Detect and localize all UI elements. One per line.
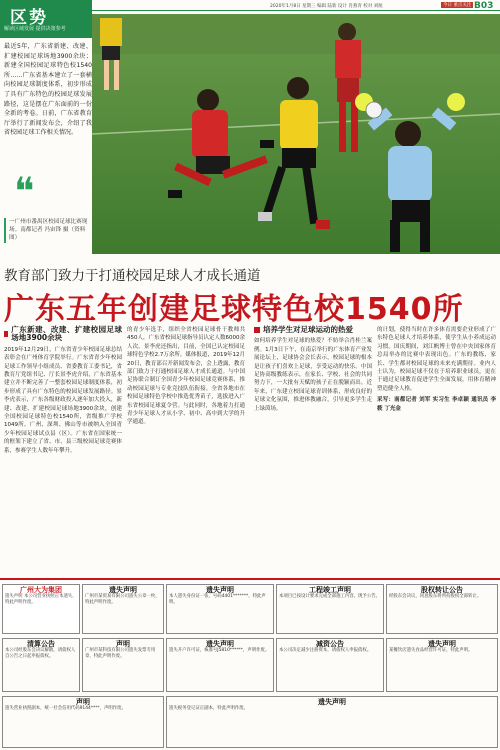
- ad-block: [166, 584, 274, 634]
- ad-text: 遗失营业执照副本，统一社会信用代码9144****，声明作废。: [5, 706, 126, 711]
- ad-block: [166, 696, 498, 748]
- column-3-text: 如何培养学生对足球的热爱？不妨举合肖桂兰案例。1月3日下午，在南京举行的广东体育产业发展论坛上，足球协会会长表示，校园足球的根本是让孩子们喜欢上足球，享受运动的快乐。中国足协高级教练表示，在家长、学校、社会的共同努力下，一大批有天赋的孩子正在脱颖而出。近年来，广东建立校园足球青训体系，形成良好的足球文化氛围，推进体教融合，引导更多学生走上绿茵场。: [254, 338, 372, 412]
- soccer-ball: [366, 102, 382, 118]
- subhead-2: [254, 326, 372, 334]
- ad-text: 遗失开户许可证，核准号J5810******，声明作废。: [169, 648, 270, 653]
- ad-title: 清算公告: [27, 640, 55, 648]
- soccer-photo-image: [92, 14, 500, 254]
- ad-title: 遗失声明: [318, 698, 346, 706]
- column-2-text: 的青少年选手，组织全省校园足球骨干教师共450人，广东省校园足球指导员认定人数6000余人次。景李虎还指出，目前，全国已认定校园足球特色学校2.7万余所。媒体报道，2019年12月20日，教育部召开新闻发布会，会上透露，教育部门致力于打通校园足球人才成长通道。与中国足协联合制订全国青少年校园足球竞赛体系，推动校园足球与专业竞技队伍衔接。全省各地市在校园足球特色学校中推选优秀苗子，选拔进入广东省校园足球夏令营。与此同时，各地着力打通青少年足球人才从小学、初中、高中到大学的升学通道。: [127, 327, 245, 426]
- column-4-text: 的计划，使得当时在许多体育需要企业形成了广东特色足球人才培养体系，使学生从小养成运动习惯。国庆期间，刘江帆博士曾在中央国家体育总局举办的比赛中表现出色。广东的教练、家长、学生都对校园足球的未来充满期待。业内人士认为，校园足球不仅在于培养职业球员，更在于通过足球教育促进学生全面发展，用体育精神塑造健全人格。: [377, 327, 496, 392]
- photo-caption: 一广州市番禺区校园足球比赛现场。南都记者 冯宙锋 摄（资料图）: [4, 218, 92, 243]
- ad-block: [2, 584, 80, 634]
- ad-block: [386, 638, 498, 692]
- ad-text: 广州市某科技有限公司遗失发票专用章，特此声明作废。: [85, 648, 156, 659]
- column-4: [377, 326, 496, 413]
- ad-block: [82, 584, 164, 634]
- ad-block: [276, 638, 384, 692]
- ad-title: 股权转让公告: [421, 586, 463, 594]
- column-1-text: 2019年12月29日，广东省青少年校园足球总结表彰会在广州体育学院举行。广东省青少年校园足球工作领导小组成员、省委教育工委书记，省教育厅党组书记、厅长景李虎介绍，广东省基本建立并不断完善了一整套校园足球制度体系，初步形成了具有广东特色的校园足球发展路径。景李虎表示，广东各级财政投入逐年加大投入，新建、改建、扩建校园足球场地3900余块，创建全国校园足球特色校1540所，省级推广学校1049所。广州、深圳、佛山等市被纳入全国青少年校园足球试点县（区）。广东省在国家统一的框架下建立了省、市、县三级校园足球竞赛体系，参赛学生人数年年攀升。: [4, 346, 122, 454]
- ad-title: 广州大为集团: [20, 586, 62, 594]
- section-subtitle: 解读区域发展 提供决策参考: [4, 26, 66, 32]
- section-title: 区势: [10, 8, 48, 28]
- ad-text: 某餐饮店遗失食品经营许可证，特此声明。: [389, 648, 473, 653]
- ad-title: 减资公告: [316, 640, 344, 648]
- ad-title: 声明: [116, 640, 130, 648]
- subhead-1-text: 广东新建、改建、扩建校园足球场地3900余块: [11, 325, 122, 343]
- column-2: [127, 326, 245, 427]
- lead-paragraph: 最近5年，广东省新建、改建、扩建校园足球场地3900余块；新建全国校园足球特色校1540所……广东省基本建立了一套横向校园足球制度体系，初步形成了具有广东特色的校园足球发展路径，这是摆在广东面前的一份全新的考卷。日前，广东省教育厅举行了新闻发布会，介绍了我省校园足球工作相关情况。: [4, 43, 92, 137]
- column-3: [254, 326, 372, 413]
- subhead-1: [4, 326, 122, 343]
- ad-title: 声明: [76, 698, 90, 706]
- ad-block: [386, 584, 498, 634]
- kicker: 教育部门致力于打通校园足球人才成长通道: [4, 268, 261, 284]
- soccer-photo: [92, 14, 500, 254]
- page-number: B03: [474, 1, 494, 11]
- classified-ads: [0, 578, 500, 750]
- headline: 广东五年创建足球特色校1540所: [4, 292, 464, 327]
- subhead-marker-icon: [254, 327, 260, 333]
- ad-text: 本公司经股东会决议解散，请债权人自公告之日起申报债权。: [5, 648, 76, 659]
- ad-block: [2, 696, 164, 748]
- folio-line: 2020年1月8日 星期三 编辑 陆新 设计 肖燕青 校对 刘航: [270, 4, 383, 9]
- byline: 采写：南都记者 刘军 实习生 李卓颖 通讯员 李筱 丁光金: [377, 397, 496, 412]
- ad-text: 本公司决定减少注册资本，请债权人申报债权。: [279, 648, 372, 653]
- ad-title: 工程竣工声明: [309, 586, 351, 594]
- ad-text: 遗失声明 本公司营业执照正本遗失，特此声明作废。: [5, 594, 77, 605]
- quote-mark-icon: ❝: [14, 169, 35, 213]
- column-1: [4, 326, 122, 455]
- ad-block: [166, 638, 274, 692]
- subhead-marker-icon: [4, 331, 8, 337]
- ad-text: 经股东会决议，同意股东将所持股权全部转让。: [389, 594, 482, 599]
- top-rule: [92, 10, 500, 11]
- ad-title: 遗失声明: [109, 586, 137, 594]
- subhead-2-text: 培养学生对足球运动的热爱: [263, 325, 353, 334]
- ad-text: 广州市某贸易有限公司遗失公章一枚，特此声明作废。: [85, 594, 160, 605]
- section-tab: [0, 0, 92, 38]
- ad-title: 遗失声明: [428, 640, 456, 648]
- ad-block: [276, 584, 384, 634]
- ad-text: 遗失税务登记证正副本，特此声明作废。: [169, 706, 249, 711]
- ad-title: 遗失声明: [206, 586, 234, 594]
- ad-block: [2, 638, 80, 692]
- ad-text: 本项目已按设计要求完成全部施工内容，现予公告。: [279, 594, 380, 599]
- ad-title: 遗失声明: [206, 640, 234, 648]
- folio-tag: 今日 重点关注: [443, 3, 472, 8]
- ad-block: [82, 638, 164, 692]
- ad-text: 本人遗失身份证一张，号码4401*******，特此声明。: [169, 594, 266, 605]
